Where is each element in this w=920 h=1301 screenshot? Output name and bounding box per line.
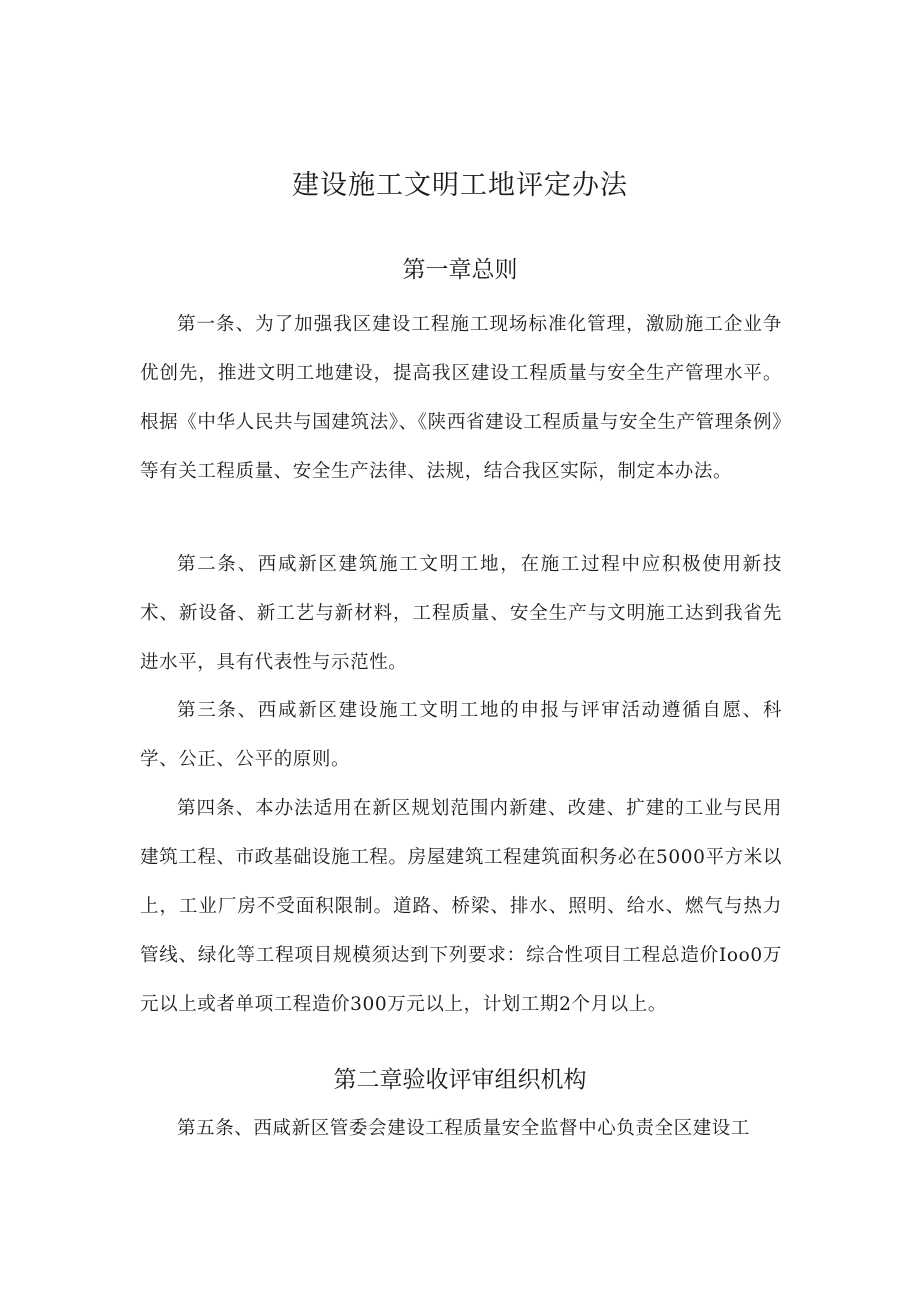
article-4: 第四条、本办法适用在新区规划范围内新建、改建、扩建的工业与民用建筑工程、市政基础设施工程。房屋建筑工程建筑面积务必在5000平方米以上，工业厂房不受面积限制。道路、桥梁、排水、照明、给水、燃气与热力管线、绿化等工程项目规模须达到下列要求：综合性项目工程总造价Ioo0万元以上或者单项工程造价300万元以上，计划工期2个月以上。 xyxy=(140,798,782,1015)
article-3: 第三条、西咸新区建设施工文明工地的申报与评审活动遵循自愿、科学、公正、公平的原则。 xyxy=(140,700,782,770)
chapter-2-heading: 第二章验收评审组织机构 xyxy=(333,1067,587,1093)
article-2: 第二条、西咸新区建筑施工文明工地，在施工过程中应积极使用新技术、新设备、新工艺与新材料，工程质量、安全生产与文明施工达到我省先进水平，具有代表性与示范性。 xyxy=(140,554,782,673)
article-1: 第一条、为了加强我区建设工程施工现场标准化管理，激励施工企业争优创先，推进文明工地建设，提高我区建设工程质量与安全生产管理水平。根据《中华人民共与国建筑法》、《陕西省建设工程质量与安全生产管理条例》等有关工程质量、安全生产法律、法规，结合我区实际，制定本办法。 xyxy=(140,314,782,482)
document-title: 建设施工文明工地评定办法 xyxy=(292,170,628,201)
article-5: 第五条、西咸新区管委会建设工程质量安全监督中心负责全区建设工 xyxy=(177,1118,751,1139)
chapter-1-heading: 第一章总则 xyxy=(402,257,518,283)
